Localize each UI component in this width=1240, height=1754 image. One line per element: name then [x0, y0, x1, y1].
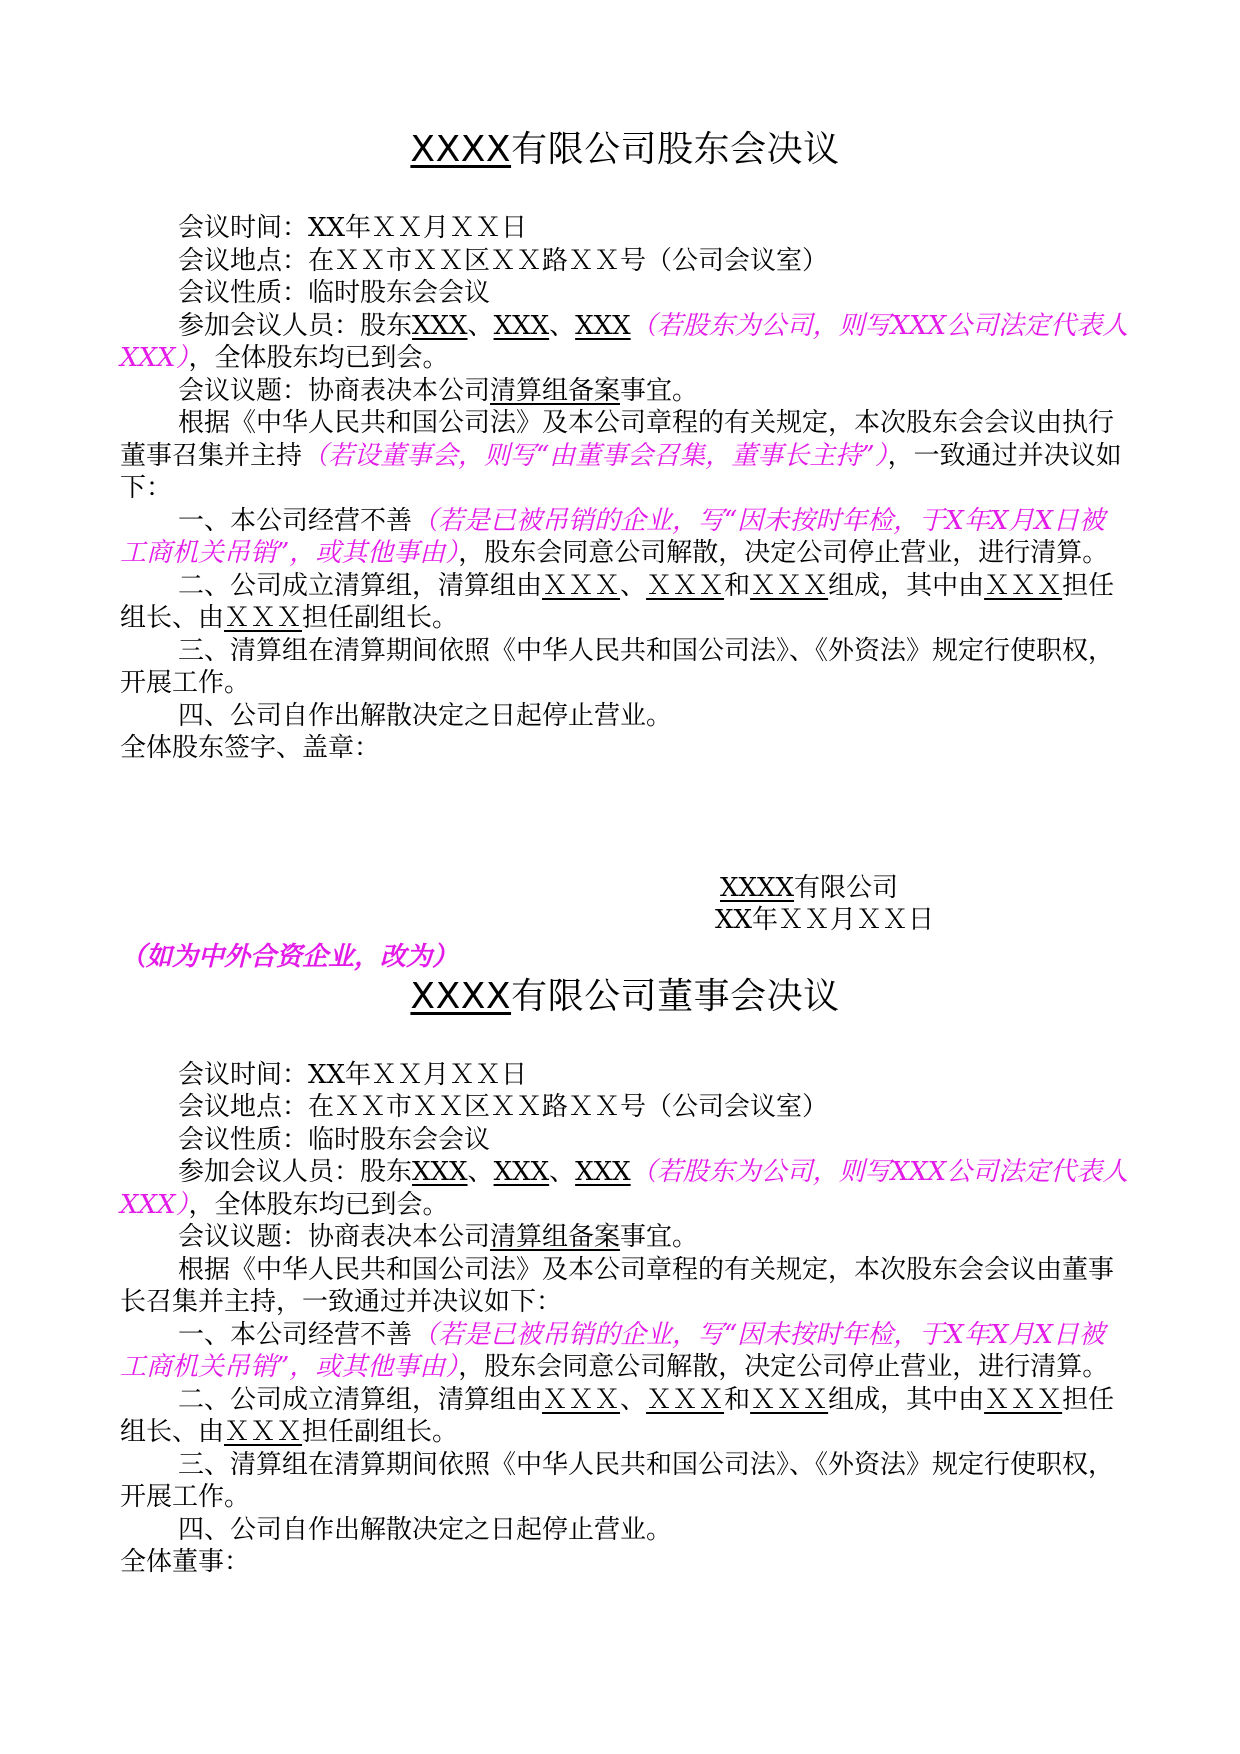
doc1-item-2-text-f: 担任副组长。: [302, 603, 459, 633]
doc2-attendees: [120, 1156, 1130, 1221]
doc2-member-3: ＸＸＸ: [750, 1384, 829, 1415]
doc2-basis: 根据《中华人民共和国公司法》及本公司章程的有关规定，本次股东会会议由董事长召集并主持，一致通过并决议如下：: [120, 1254, 1115, 1317]
doc2-meeting-time: 会议时间：XX年ＸＸ月ＸＸ日: [178, 1059, 528, 1090]
doc2-sep-1: 、: [467, 1157, 494, 1187]
doc1-topic-label: 会议议题：协商表决本公司: [178, 375, 491, 406]
doc2-attendees-note: （若股东为公司，则写XXX公司法定代表人XXX）: [120, 1157, 1129, 1220]
doc2-item-2-text-f: 担任副组长。: [302, 1417, 459, 1447]
doc1-basis-text: 根据《中华人民共和国公司法》及本公司章程的有关规定，本次股东会会议由执行董事召集并主持: [120, 408, 1115, 471]
doc1-item-2: [120, 570, 1130, 635]
doc1-meeting-time: 会议时间：XX年ＸＸ月ＸＸ日: [178, 213, 528, 243]
doc2-item-1-suffix: ，股东会同意公司解散，决定公司停止营业，进行清算。: [458, 1352, 1109, 1382]
doc2-sep-2: 、: [549, 1157, 576, 1187]
doc1-topic-subject: 清算组备案: [490, 375, 621, 406]
doc2-item-4: 四、公司自作出解散决定之日起停止营业。: [178, 1514, 673, 1545]
doc1-member-3: ＸＸＸ: [750, 570, 829, 601]
doc1-member-1: ＸＸＸ: [542, 570, 621, 601]
doc1-item-2-text-b: 、: [620, 570, 647, 601]
doc2-item-2-text-a: 二、公司成立清算组，清算组由: [178, 1384, 543, 1415]
doc1-title-company: XXXX: [410, 129, 512, 170]
doc1-item-4: 四、公司自作出解散决定之日起停止营业。: [178, 700, 673, 731]
doc2-attendee-2: XXX: [493, 1157, 550, 1187]
doc2-signers-label: 全体董事：: [120, 1547, 251, 1577]
doc1-attendees: [120, 310, 1130, 375]
doc2-item-1: [120, 1319, 1130, 1384]
doc2-item-2-text-b: 、: [620, 1384, 647, 1415]
doc1-leader: ＸＸＸ: [984, 570, 1063, 601]
doc1-deputy-leader: ＸＸＸ: [224, 603, 303, 633]
doc1-sep-1: 、: [467, 310, 494, 341]
doc1-basis: [120, 407, 1130, 505]
doc2-member-1: ＸＸＸ: [542, 1384, 621, 1415]
doc2-topic-suffix: 事宜。: [620, 1222, 699, 1252]
doc2-deputy-leader: ＸＸＸ: [224, 1417, 303, 1447]
doc2-member-2: ＸＸＸ: [646, 1384, 725, 1415]
doc1-sep-2: 、: [549, 310, 576, 341]
doc2-topic-subject: 清算组备案: [490, 1222, 621, 1252]
doc1-title-text: 有限公司股东会决议: [511, 129, 840, 170]
doc2-attendees-label: 参加会议人员：股东: [178, 1157, 413, 1187]
doc2-leader: ＸＸＸ: [984, 1384, 1063, 1415]
doc1-item-2-text-d: 组成，其中由: [828, 570, 985, 601]
doc1-attendees-note: （若股东为公司，则写XXX公司法定代表人XXX）: [120, 310, 1129, 373]
doc1-attendee-2: XXX: [493, 310, 550, 341]
doc2-attendee-1: XXX: [412, 1157, 468, 1187]
doc1-sign-date: XX年ＸＸ月ＸＸ日: [715, 905, 935, 935]
doc1-signature-block: [715, 872, 1075, 937]
doc1-item-3: 三、清算组在清算期间依照《中华人民共和国公司法》、《外资法》规定行使职权，开展工作。: [120, 635, 1115, 698]
doc1-meeting-place: 会议地点：在ＸＸ市ＸＸ区ＸＸ路ＸＸ号（公司会议室）: [178, 245, 829, 276]
doc1-sign-company: [715, 872, 1075, 905]
doc2-item-1-note: （若是已被吊销的企业，写“因未按时年检，于X年X月X日被工商机关吊销”，或其他事由）: [120, 1319, 1105, 1382]
doc1-topic-suffix: 事宜。: [620, 375, 699, 406]
doc2-title-text: 有限公司董事会决议: [511, 975, 840, 1017]
doc1-item-2-text-e: 担任组长、由: [120, 570, 1115, 633]
doc1-sign-company-suffix: 有限公司: [794, 872, 899, 903]
doc1-meeting-nature: 会议性质：临时股东会会议: [178, 278, 491, 308]
document-page: [120, 130, 1130, 1579]
doc2-topic-label: 会议议题：协商表决本公司: [178, 1222, 491, 1252]
doc2-meeting-place: 会议地点：在ＸＸ市ＸＸ区ＸＸ路ＸＸ号（公司会议室）: [178, 1092, 829, 1122]
joint-venture-note: （如为中外合资企业，改为）: [120, 941, 459, 972]
doc1-item-1-text: 一、本公司经营不善: [178, 505, 413, 536]
doc2-title: [120, 977, 1130, 1017]
doc1-attendees-label: 参加会议人员：股东: [178, 310, 413, 341]
doc1-signers-label: 全体股东签字、盖章：: [120, 733, 381, 763]
doc1-item-1-note: （若是已被吊销的企业，写“因未按时年检，于X年X月X日被工商机关吊销”，或其他事由）: [120, 505, 1105, 568]
doc1-title: [120, 130, 1130, 170]
doc1-item-2-text-a: 二、公司成立清算组，清算组由: [178, 570, 543, 601]
signature-space: [120, 765, 1130, 825]
doc2-item-2-text-d: 组成，其中由: [828, 1384, 985, 1415]
doc2-item-2-text-e: 担任组长、由: [120, 1384, 1115, 1447]
doc1-attendee-1: XXX: [412, 310, 468, 341]
doc1-item-1: [120, 505, 1130, 570]
doc2-item-2-text-c: 和: [724, 1384, 751, 1415]
doc1-topic: [120, 375, 1130, 408]
doc2-meeting-nature: 会议性质：临时股东会会议: [178, 1124, 491, 1155]
doc1-item-1-suffix: ，股东会同意公司解散，决定公司停止营业，进行清算。: [458, 538, 1109, 568]
doc2-topic: [120, 1221, 1130, 1254]
doc1-sign-company-name: XXXX: [720, 872, 795, 903]
doc2-item-2: [120, 1384, 1130, 1449]
doc1-attendees-suffix: ，全体股东均已到会。: [188, 343, 449, 373]
doc2-item-1-text: 一、本公司经营不善: [178, 1319, 413, 1350]
doc2-attendee-3: XXX: [575, 1157, 631, 1187]
doc1-item-2-text-c: 和: [724, 570, 751, 601]
doc2-title-company: XXXX: [410, 975, 512, 1017]
doc1-basis-note: （若设董事会，则写“由董事会召集，董事长主持”）: [302, 440, 888, 471]
doc1-attendee-3: XXX: [575, 310, 631, 341]
doc2-item-3: 三、清算组在清算期间依照《中华人民共和国公司法》、《外资法》规定行使职权，开展工作。: [120, 1449, 1115, 1512]
doc1-basis-suffix: ，一致通过并决议如下：: [120, 440, 1122, 503]
doc1-member-2: ＸＸＸ: [646, 570, 725, 601]
doc2-attendees-suffix: ，全体股东均已到会。: [188, 1189, 449, 1220]
